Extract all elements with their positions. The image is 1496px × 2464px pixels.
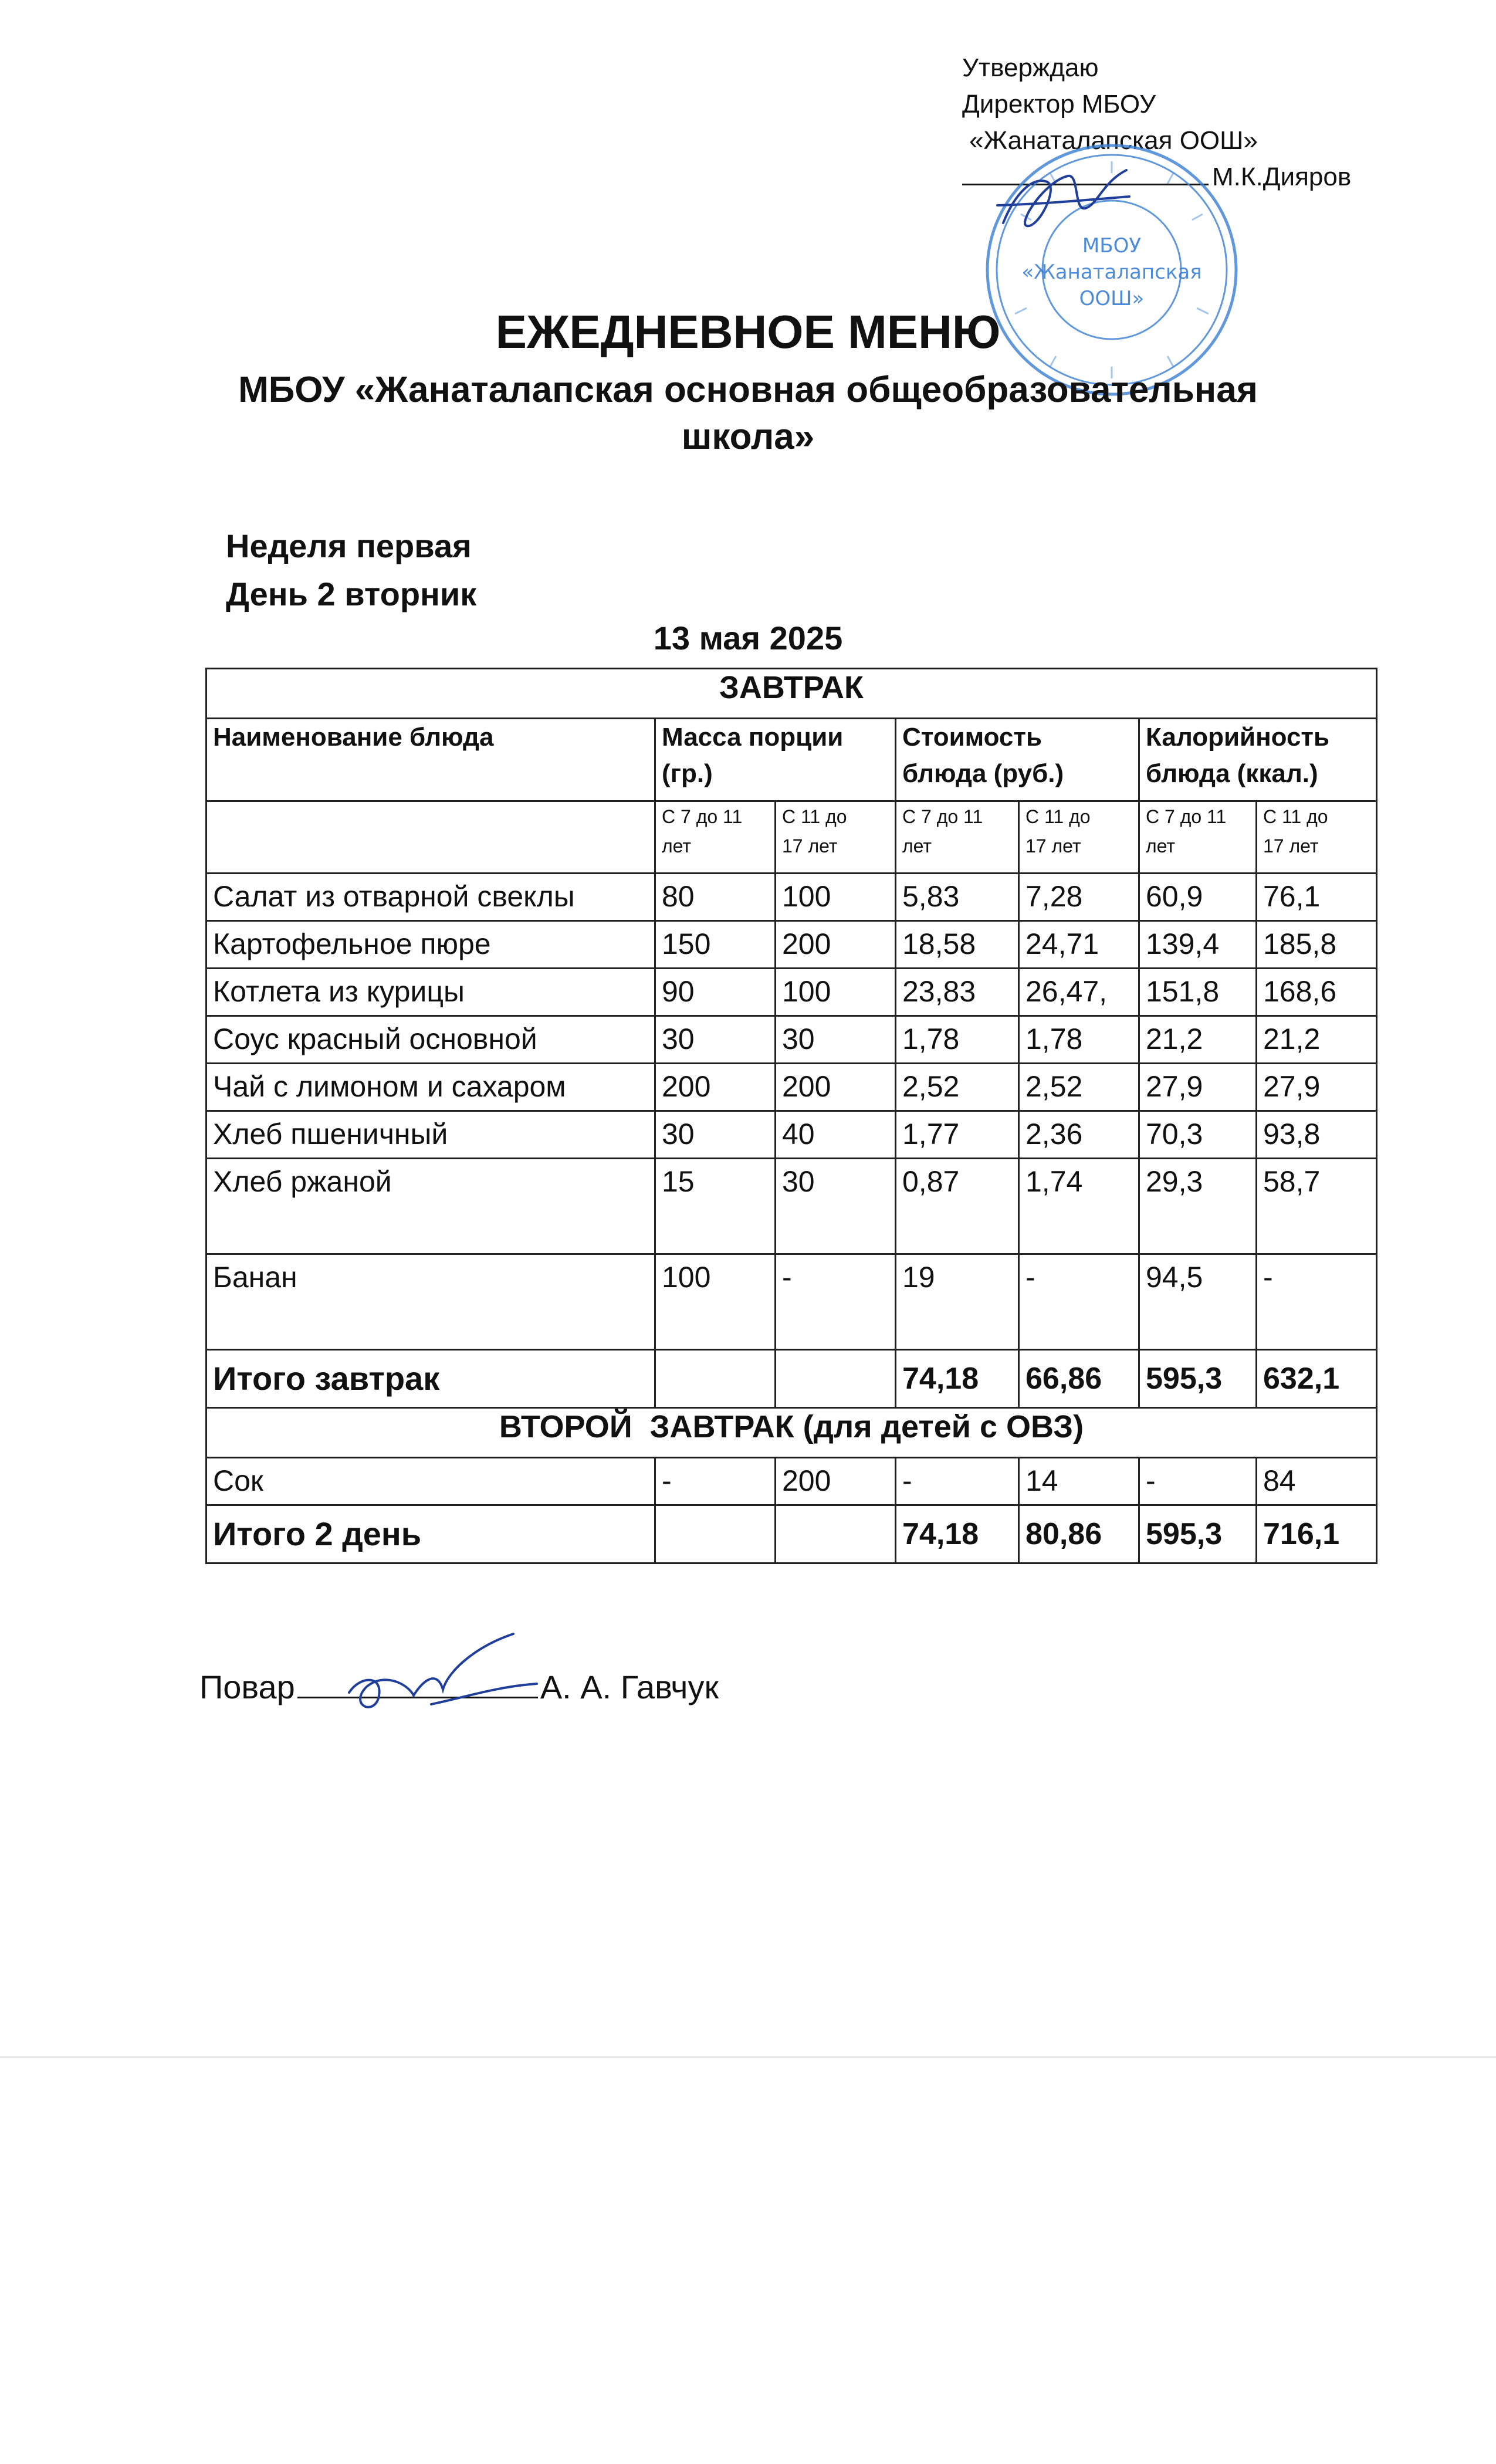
- age-cal-b: [1257, 801, 1377, 874]
- total-day-cal-b: 716,1: [1257, 1505, 1377, 1563]
- cell-mass-b: 40: [776, 1111, 896, 1159]
- total-day-cost-a: 74,18: [896, 1505, 1019, 1563]
- total-cost-a: 74,18: [896, 1350, 1019, 1408]
- cell-empty: [655, 1350, 776, 1408]
- dish-name: Банан: [207, 1254, 655, 1350]
- age-b-line-1: С 11 до: [782, 806, 847, 827]
- dish-name: Хлеб пшеничный: [207, 1111, 655, 1159]
- cell-cost-a: 18,58: [896, 921, 1019, 969]
- age-mass-b: [776, 801, 896, 874]
- approval-signatory: М.К.Дияров: [1212, 163, 1352, 191]
- cell-mass-b: 100: [776, 874, 896, 921]
- cell-mass-a: 30: [655, 1111, 776, 1159]
- cell-mass-a: -: [655, 1458, 776, 1505]
- age-cost-a: [896, 801, 1019, 874]
- cell-cost-b: 1,78: [1019, 1016, 1139, 1064]
- cell-mass-a: 200: [655, 1064, 776, 1111]
- approval-line-3: «Жанаталапская ООШ»: [969, 126, 1258, 155]
- age-b-line-1: С 11 до: [1263, 806, 1328, 827]
- age-a-line-2: лет: [662, 835, 692, 857]
- cell-mass-a: 30: [655, 1016, 776, 1064]
- cell-cost-a: -: [896, 1458, 1019, 1505]
- cell-cal-b: 84: [1257, 1458, 1377, 1505]
- document-title: ЕЖЕДНЕВНОЕ МЕНЮ: [495, 306, 1001, 358]
- table-row: [207, 1016, 1377, 1064]
- header-mass-line-1: Масса порции: [662, 723, 844, 752]
- header-cost-line-2: блюда (руб.): [902, 759, 1064, 788]
- week-label: Неделя первая: [226, 527, 472, 564]
- cook-name: А. А. Гавчук: [540, 1668, 719, 1705]
- dish-name: Салат из отварной свеклы: [207, 874, 655, 921]
- cell-empty: [776, 1350, 896, 1408]
- subtitle-line-1: МБОУ «Жанаталапская основная общеобразовательная: [238, 370, 1258, 410]
- cell-mass-b: -: [776, 1254, 896, 1350]
- total-day-cost-b: 80,86: [1019, 1505, 1139, 1563]
- cell-cal-a: 70,3: [1139, 1111, 1257, 1159]
- cell-cal-b: 185,8: [1257, 921, 1377, 969]
- cell-cost-b: 2,52: [1019, 1064, 1139, 1111]
- cell-cost-b: 1,74: [1019, 1159, 1139, 1254]
- total-cal-a: 595,3: [1139, 1350, 1257, 1408]
- cell-cost-a: 0,87: [896, 1159, 1019, 1254]
- age-mass-a: [655, 801, 776, 874]
- cell-mass-a: 150: [655, 921, 776, 969]
- scan-edge-divider: [0, 2056, 1496, 2058]
- cell-cal-b: 21,2: [1257, 1016, 1377, 1064]
- age-cal-a: [1139, 801, 1257, 874]
- cell-cost-b: 14: [1019, 1458, 1139, 1505]
- cell-cal-b: -: [1257, 1254, 1377, 1350]
- cell-mass-b: 200: [776, 921, 896, 969]
- cell-mass-b: 200: [776, 1064, 896, 1111]
- cell-cost-a: 19: [896, 1254, 1019, 1350]
- cell-cal-b: 27,9: [1257, 1064, 1377, 1111]
- cell-cal-b: 76,1: [1257, 874, 1377, 921]
- stamp-text-1: МБОУ: [1082, 234, 1142, 258]
- cell-cal-a: 27,9: [1139, 1064, 1257, 1111]
- cell-cal-b: 168,6: [1257, 969, 1377, 1016]
- total-cost-b: 66,86: [1019, 1350, 1139, 1408]
- age-b-line-2: 17 лет: [1263, 835, 1319, 857]
- cell-cost-a: 1,78: [896, 1016, 1019, 1064]
- header-cal-line-1: Калорийность: [1146, 723, 1330, 752]
- section-title-second-breakfast: ВТОРОЙ ЗАВТРАК (для детей с ОВЗ): [207, 1408, 1377, 1458]
- approval-line-1: Утверждаю: [962, 53, 1099, 82]
- header-row: [207, 719, 1377, 801]
- header-dish: Наименование блюда: [207, 719, 655, 801]
- cell-cost-a: 5,83: [896, 874, 1019, 921]
- age-b-line-2: 17 лет: [782, 835, 838, 857]
- header-mass-line-2: (гр.): [662, 759, 713, 788]
- table-row: [207, 1254, 1377, 1350]
- total-day-row: [207, 1505, 1377, 1563]
- cell-mass-a: 15: [655, 1159, 776, 1254]
- header-cost-line-1: Стоимость: [902, 723, 1043, 752]
- header-cal-line-2: блюда (ккал.): [1146, 759, 1318, 788]
- table-row: [207, 1111, 1377, 1159]
- age-a-line-1: С 7 до 11: [902, 806, 983, 827]
- cell-cal-a: 94,5: [1139, 1254, 1257, 1350]
- day-label: День 2 вторник: [226, 576, 477, 612]
- week-day-block: [226, 522, 476, 618]
- cell-mass-b: 200: [776, 1458, 896, 1505]
- section-row-second-breakfast: [207, 1408, 1377, 1458]
- cell-cal-a: 60,9: [1139, 874, 1257, 921]
- total-cal-b: 632,1: [1257, 1350, 1377, 1408]
- dish-name: Котлета из курицы: [207, 969, 655, 1016]
- dish-name: Сок: [207, 1458, 655, 1505]
- cell-cal-a: 29,3: [1139, 1159, 1257, 1254]
- age-a-line-2: лет: [902, 835, 932, 857]
- age-group-empty: [207, 801, 655, 874]
- table-row: [207, 1159, 1377, 1254]
- table-row: [207, 921, 1377, 969]
- cell-cost-a: 23,83: [896, 969, 1019, 1016]
- dish-name: Хлеб ржаной: [207, 1159, 655, 1254]
- table-row: [207, 1064, 1377, 1111]
- subtitle-line-2: школа»: [681, 417, 815, 457]
- age-a-line-1: С 7 до 11: [662, 806, 743, 827]
- cell-cost-b: -: [1019, 1254, 1139, 1350]
- section-row-breakfast: [207, 669, 1377, 719]
- cell-cost-a: 2,52: [896, 1064, 1019, 1111]
- header-mass: [655, 719, 896, 801]
- stamp-text-3: ООШ»: [1079, 287, 1145, 310]
- dish-name: Чай с лимоном и сахаром: [207, 1064, 655, 1111]
- total-day-cal-a: 595,3: [1139, 1505, 1257, 1563]
- cell-cal-b: 58,7: [1257, 1159, 1377, 1254]
- age-group-row: [207, 801, 1377, 874]
- age-cost-b: [1019, 801, 1139, 874]
- menu-date: 13 мая 2025: [653, 620, 843, 656]
- cell-mass-a: 90: [655, 969, 776, 1016]
- cell-cost-b: 7,28: [1019, 874, 1139, 921]
- cell-empty: [776, 1505, 896, 1563]
- cook-signature-icon: [343, 1628, 543, 1722]
- cell-mass-b: 30: [776, 1016, 896, 1064]
- cell-mass-b: 100: [776, 969, 896, 1016]
- age-a-line-1: С 7 до 11: [1146, 806, 1227, 827]
- dish-name: Картофельное пюре: [207, 921, 655, 969]
- cook-label: Повар: [199, 1668, 295, 1705]
- dish-name: Соус красный основной: [207, 1016, 655, 1064]
- total-day-label: Итого 2 день: [207, 1505, 655, 1563]
- header-calories: [1139, 719, 1377, 801]
- cell-cal-a: 139,4: [1139, 921, 1257, 969]
- cell-cost-b: 2,36: [1019, 1111, 1139, 1159]
- director-signature-icon: [991, 158, 1132, 241]
- header-cost: [896, 719, 1139, 801]
- stamp-text-2: «Жанаталапская: [1021, 260, 1202, 284]
- cell-cost-a: 1,77: [896, 1111, 1019, 1159]
- cell-mass-a: 100: [655, 1254, 776, 1350]
- total-breakfast-label: Итого завтрак: [207, 1350, 655, 1408]
- cell-mass-a: 80: [655, 874, 776, 921]
- document-subtitle: [0, 367, 1496, 461]
- age-b-line-2: 17 лет: [1025, 835, 1081, 857]
- table-row: [207, 969, 1377, 1016]
- cell-mass-b: 30: [776, 1159, 896, 1254]
- section-title-breakfast: ЗАВТРАК: [207, 669, 1377, 719]
- cell-empty: [655, 1505, 776, 1563]
- cell-cal-b: 93,8: [1257, 1111, 1377, 1159]
- cell-cal-a: -: [1139, 1458, 1257, 1505]
- total-breakfast-row: [207, 1350, 1377, 1408]
- table-row: [207, 1458, 1377, 1505]
- cell-cost-b: 24,71: [1019, 921, 1139, 969]
- age-b-line-1: С 11 до: [1025, 806, 1091, 827]
- menu-table: [205, 668, 1377, 1564]
- cell-cost-b: 26,47,: [1019, 969, 1139, 1016]
- approval-line-2: Директор МБОУ: [962, 90, 1156, 119]
- cell-cal-a: 151,8: [1139, 969, 1257, 1016]
- age-a-line-2: лет: [1146, 835, 1176, 857]
- cell-cal-a: 21,2: [1139, 1016, 1257, 1064]
- table-row: [207, 874, 1377, 921]
